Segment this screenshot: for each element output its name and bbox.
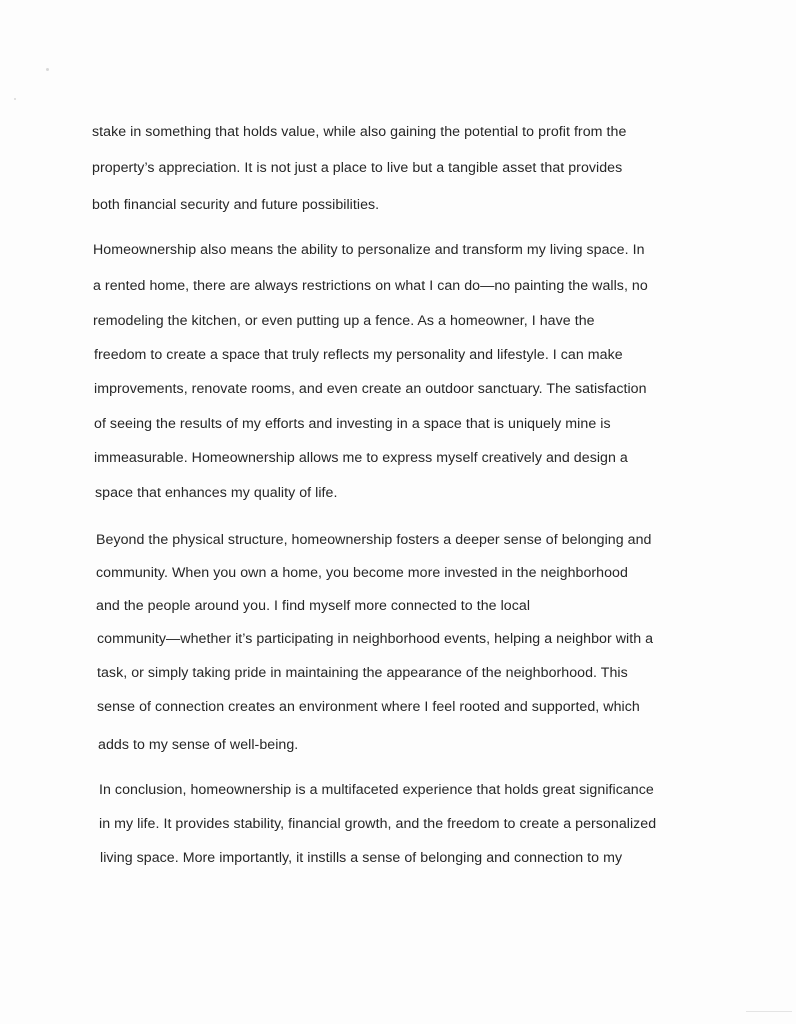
text-line: in my life. It provides stability, financial growth, and the freedom to create a personalized — [99, 816, 657, 832]
scan-edge-mark — [746, 1011, 792, 1012]
text-line: adds to my sense of well-being. — [98, 737, 299, 753]
text-line: and the people around you. I find myself more connected to the local — [96, 598, 531, 614]
text-line: In conclusion, homeownership is a multifaceted experience that holds great significance — [99, 782, 654, 798]
text-line: remodeling the kitchen, or even putting up a fence. As a homeowner, I have the — [93, 313, 595, 329]
text-line: Beyond the physical structure, homeownership fosters a deeper sense of belonging and — [96, 532, 652, 548]
text-line: both financial security and future possibilities. — [92, 197, 380, 213]
text-line: living space. More importantly, it instills a sense of belonging and connection to my — [100, 850, 623, 866]
text-line: improvements, renovate rooms, and even create an outdoor sanctuary. The satisfaction — [94, 381, 647, 397]
text-line: stake in something that holds value, while also gaining the potential to profit from the — [92, 124, 627, 140]
text-line: community—whether it’s participating in neighborhood events, helping a neighbor with a — [97, 631, 654, 647]
text-line: a rented home, there are always restrictions on what I can do—no painting the walls, no — [93, 278, 648, 294]
scan-speck — [14, 98, 16, 100]
text-line: freedom to create a space that truly reflects my personality and lifestyle. I can make — [94, 347, 623, 363]
scan-speck — [46, 68, 49, 71]
text-line: Homeownership also means the ability to personalize and transform my living space. In — [93, 242, 645, 258]
text-line: sense of connection creates an environment where I feel rooted and supported, which — [97, 699, 640, 715]
text-line: task, or simply taking pride in maintaining the appearance of the neighborhood. This — [97, 665, 628, 681]
text-line: space that enhances my quality of life. — [95, 485, 338, 501]
text-line: community. When you own a home, you become more invested in the neighborhood — [96, 565, 628, 581]
text-line: immeasurable. Homeownership allows me to express myself creatively and design a — [94, 450, 628, 466]
text-line: property’s appreciation. It is not just a place to live but a tangible asset that provides — [92, 160, 623, 176]
text-line: of seeing the results of my efforts and investing in a space that is uniquely mine is — [94, 416, 611, 432]
